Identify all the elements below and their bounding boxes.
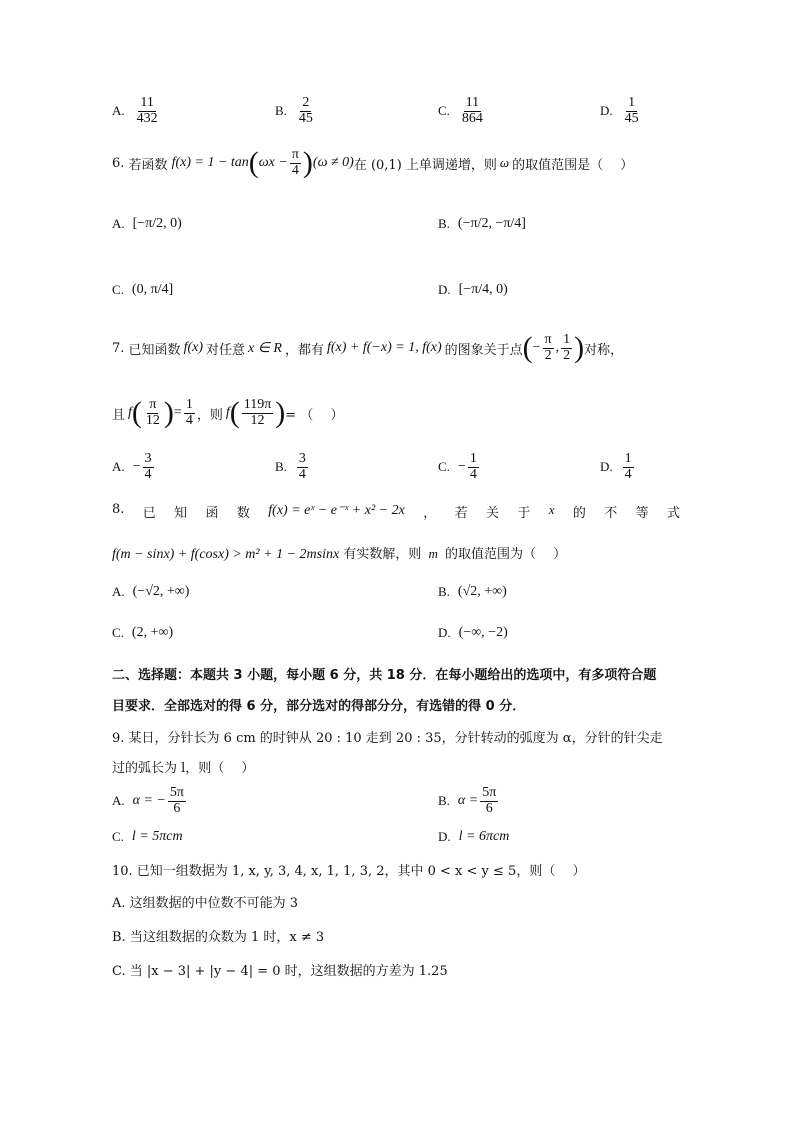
q5-option-a[interactable] [112, 96, 162, 126]
option-text: (−√2, +∞) [132, 584, 190, 599]
paren-left: ( [229, 396, 240, 430]
denominator: 4 [291, 162, 299, 178]
q9-option-b[interactable] [438, 786, 500, 816]
q7-option-a[interactable] [112, 452, 156, 482]
section2-heading-line2: 目要求．全部选对的得 6 分，部分选对的得部分分，有选错的得 0 分． [112, 699, 526, 714]
option-text: l = 6πcm [458, 829, 510, 844]
denominator: 4 [624, 466, 632, 482]
denominator: 4 [185, 412, 193, 428]
q8-option-b[interactable] [438, 584, 507, 600]
paren-left: ( [131, 396, 142, 430]
q10-option-a[interactable]: A. 这组数据的中位数不可能为 3 [112, 896, 299, 911]
denominator: 12 [145, 412, 160, 428]
paren-left: ( [522, 331, 533, 365]
stem-char: 式 [666, 506, 680, 521]
f-symbol: f [225, 405, 230, 421]
denominator: 432 [136, 110, 158, 126]
fraction-1-4 [184, 398, 195, 428]
numerator: 3 [144, 451, 152, 466]
fraction-119pi-12 [242, 398, 274, 428]
option-label: C. [112, 282, 124, 297]
option-label: B. [275, 103, 287, 119]
stem-char: 已 [142, 506, 156, 521]
numerator: 1 [624, 451, 632, 466]
paren-right: ) [275, 396, 286, 430]
option-text: l = 5πcm [131, 829, 183, 844]
numerator: 1 [469, 451, 477, 466]
stem-text: 对称， [584, 342, 624, 358]
fraction [143, 452, 154, 482]
stem-text: 的取值范围为（ ） [445, 547, 567, 562]
section2-heading-line1: 二、选择题：本题共 3 小题，每小题 6 分，共 18 分．在每小题给出的选项中，有多项符合题 [112, 668, 657, 683]
omega-symbol: ω [499, 155, 510, 171]
omega-x: ωx − [258, 155, 288, 171]
numerator: 1 [628, 95, 636, 110]
q9-stem-line1: 9. 某日，分针长为 6 cm 的时钟从 20 : 10 走到 20 : 35，分针转动的弧度为 α，分针的针尖走 [112, 731, 663, 746]
inequality-expr: f(m − sinx) + f(cosx) > m² + 1 − 2msinx [112, 547, 340, 562]
option-text: [−π/4, 0) [458, 282, 508, 297]
q9-option-c[interactable] [112, 829, 183, 845]
q6-stem [112, 148, 633, 178]
option-label: C. [438, 103, 450, 119]
equals-sign: = [173, 405, 182, 421]
sign: − [457, 459, 466, 475]
stem-text: 对任意 [206, 342, 246, 358]
denominator: 2 [544, 347, 552, 363]
q8-option-c[interactable] [112, 625, 173, 641]
function-expr: f(x) [183, 340, 203, 356]
fraction [623, 452, 634, 482]
fraction-pi-4 [290, 148, 301, 178]
minus-sign: − [532, 340, 541, 356]
q7-stem-line1 [112, 333, 623, 363]
paren-right: ) [574, 331, 585, 365]
paren-right: ) [163, 396, 174, 430]
fraction [135, 96, 160, 126]
option-prefix: α = − [132, 793, 166, 809]
option-label: B. [275, 459, 287, 475]
denominator: 2 [563, 347, 571, 363]
fraction [297, 452, 308, 482]
numerator: 1 [185, 397, 193, 412]
q7-stem-line2 [112, 398, 343, 428]
stem-text: 若函数 [128, 157, 168, 173]
fraction [468, 452, 479, 482]
denominator: 4 [144, 466, 152, 482]
numerator: 3 [298, 451, 306, 466]
numerator: 11 [465, 95, 480, 110]
denominator: 12 [250, 412, 265, 428]
fraction [623, 96, 641, 126]
stem-text: 有实数解，则 [343, 547, 422, 562]
option-label: D. [438, 282, 451, 297]
paren-right: ) [302, 146, 313, 180]
fraction [168, 786, 186, 816]
option-label: B. [438, 793, 450, 809]
denominator: 864 [461, 110, 483, 126]
option-label: C. [112, 829, 124, 844]
q6-option-b[interactable] [438, 216, 526, 232]
option-label: B. [438, 584, 450, 599]
numerator: 1 [563, 332, 571, 347]
function-expr: f(x) = eˣ − e⁻ˣ + x² − 2x [268, 503, 405, 518]
option-text: (2, +∞) [131, 625, 174, 640]
option-label: D. [438, 625, 451, 640]
stem-char: 的 [572, 506, 586, 521]
fraction-pi-12 [144, 398, 162, 428]
option-text: (−π/2, −π/4] [457, 216, 526, 231]
numerator: 11 [140, 95, 154, 110]
stem-char: 不 [604, 506, 618, 521]
stem-text: 的取值范围是（ ） [512, 157, 634, 173]
q8-stem-line1 [112, 502, 680, 521]
option-label: C. [438, 459, 450, 475]
fraction [297, 96, 315, 126]
option-label: B. [438, 216, 450, 231]
option-text: (0, π/4] [131, 282, 174, 297]
equation-expr: f(x) + f(−x) = 1, f(x) [327, 340, 442, 356]
omega-condition: (ω ≠ 0) [312, 155, 354, 171]
option-text: [−π/2, 0) [132, 216, 182, 231]
numerator: π [291, 147, 299, 162]
denominator: 45 [298, 110, 313, 126]
stem-char: 若 [454, 506, 468, 521]
fraction [460, 96, 485, 126]
q7-option-b[interactable] [275, 452, 310, 482]
option-label: A. [112, 216, 125, 231]
numerator: π [544, 332, 552, 347]
q8-option-d[interactable] [438, 625, 508, 641]
variable-m: m [428, 546, 438, 561]
condition-expr: x ∈ R [248, 340, 282, 356]
option-text: (√2, +∞) [457, 584, 507, 599]
stem-text: 的图象关于点 [444, 342, 523, 358]
option-label: A. [112, 584, 125, 599]
stem-text: ，都有 [284, 342, 324, 358]
denominator: 4 [469, 466, 477, 482]
q10-stem: 10. 已知一组数据为 1, x, y, 3, 4, x, 1, 1, 3, 2，其中 0 < x < y ≤ 5，则（ ） [112, 864, 586, 879]
option-label: A. [112, 793, 125, 809]
stem-text: 在 (0,1) 上单调递增，则 [353, 157, 497, 173]
fraction-pi-2 [543, 333, 554, 363]
stem-text: 已知函数 [128, 342, 181, 358]
stem-char: 关 [485, 506, 499, 521]
q5-option-c[interactable] [438, 96, 487, 126]
stem-char: 知 [174, 506, 188, 521]
stem-text: = （ ） [285, 407, 344, 423]
fraction [480, 786, 498, 816]
numerator: 119π [243, 397, 272, 412]
q7-option-d[interactable] [600, 452, 636, 482]
q6-option-d[interactable] [438, 282, 508, 298]
fraction-1-2 [561, 333, 572, 363]
question-number: 8. [112, 502, 125, 517]
function-expr: f(x) = 1 − tan [171, 155, 249, 171]
q5-option-b[interactable] [275, 96, 317, 126]
denominator: 6 [485, 800, 493, 816]
q8-option-a[interactable] [112, 584, 189, 600]
numerator: 5π [482, 785, 497, 800]
denominator: 6 [173, 800, 181, 816]
paren-left: ( [248, 146, 259, 180]
variable-x: x [548, 502, 555, 517]
numerator: 2 [302, 95, 310, 110]
stem-char: 函 [205, 506, 219, 521]
question-number: 6. [112, 155, 125, 171]
stem-char: 数 [236, 506, 250, 521]
q9-option-a[interactable] [112, 786, 188, 816]
denominator: 4 [298, 466, 306, 482]
option-label: A. [112, 459, 125, 475]
stem-char: 于 [517, 506, 531, 521]
option-label: C. [112, 625, 124, 640]
q5-option-d[interactable] [600, 96, 643, 126]
q6-option-a[interactable] [112, 216, 182, 232]
q10-option-c[interactable]: C. 当 |x − 3| + |y − 4| = 0 时，这组数据的方差为 1.25 [112, 964, 448, 979]
q9-option-d[interactable] [438, 829, 509, 845]
sign: − [132, 459, 141, 475]
numerator: π [149, 397, 157, 412]
option-label: D. [600, 103, 613, 119]
q10-option-b[interactable]: B. 当这组数据的众数为 1 时，x ≠ 3 [112, 930, 325, 945]
option-label: D. [600, 459, 613, 475]
stem-text: 且 [112, 407, 126, 423]
question-number: 7. [112, 340, 125, 356]
f-symbol: f [128, 405, 132, 421]
q7-option-c[interactable] [438, 452, 481, 482]
numerator: 5π [169, 785, 184, 800]
stem-text: ，则 [196, 407, 223, 423]
q9-stem-line2: 过的弧长为 l，则（ ） [112, 761, 255, 776]
comma: , [555, 340, 560, 356]
option-label: A. [112, 103, 125, 119]
denominator: 45 [624, 110, 639, 126]
q6-option-c[interactable] [112, 282, 173, 298]
q8-stem-line2 [112, 543, 566, 563]
stem-char: ， [423, 506, 437, 521]
stem-char: 等 [635, 506, 649, 521]
option-label: D. [438, 829, 451, 844]
option-prefix: α = [457, 793, 479, 809]
option-text: (−∞, −2) [458, 625, 508, 640]
